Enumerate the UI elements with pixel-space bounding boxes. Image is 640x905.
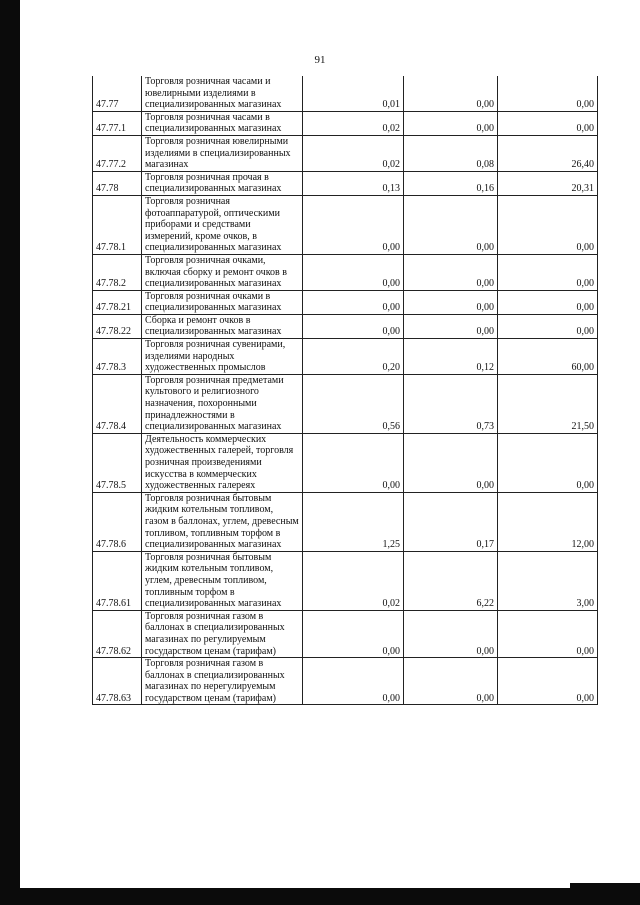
row-code: 47.78.6: [93, 492, 142, 551]
table-row: [93, 76, 598, 111]
row-value-1: 0,00: [303, 610, 404, 657]
row-code: 47.77.1: [93, 111, 142, 135]
row-value-1: 0,02: [303, 111, 404, 135]
row-description: Торговля розничная очками в специализированных магазинах: [142, 290, 303, 314]
row-description: Торговля розничная предметами культового и религиозного назначения, похоронными принадлежностями в специализированных магазинах: [142, 374, 303, 433]
activity-table: [92, 76, 598, 705]
row-value-3: 12,00: [498, 492, 598, 551]
row-value-3: 0,00: [498, 76, 598, 111]
row-value-3: 0,00: [498, 433, 598, 492]
row-value-1: 0,00: [303, 314, 404, 338]
row-value-3: 0,00: [498, 290, 598, 314]
table-row: [93, 195, 598, 254]
row-value-3: 3,00: [498, 551, 598, 610]
table-row: [93, 339, 598, 375]
row-value-3: 0,00: [498, 254, 598, 290]
row-code: 47.78.62: [93, 610, 142, 657]
row-description: Торговля розничная ювелирными изделиями в специализированных магазинах: [142, 135, 303, 171]
row-value-1: 0,00: [303, 290, 404, 314]
table-row: [93, 658, 598, 705]
row-code: 47.78.22: [93, 314, 142, 338]
row-value-3: 0,00: [498, 610, 598, 657]
row-value-1: 0,13: [303, 171, 404, 195]
row-value-1: 0,56: [303, 374, 404, 433]
row-value-2: 0,08: [404, 135, 498, 171]
table-row: [93, 610, 598, 657]
table-row: [93, 314, 598, 338]
row-code: 47.77.2: [93, 135, 142, 171]
table-row: [93, 135, 598, 171]
row-description: Торговля розничная газом в баллонах в специализированных магазинах по регулируемым государством ценам (тарифам): [142, 610, 303, 657]
row-description: Торговля розничная фотоаппаратурой, оптическими приборами и средствами измерений, кроме очков, в специализированных магазинах: [142, 195, 303, 254]
row-description: Торговля розничная часами в специализированных магазинах: [142, 111, 303, 135]
row-value-1: 0,02: [303, 135, 404, 171]
table-row: [93, 171, 598, 195]
row-value-3: 21,50: [498, 374, 598, 433]
row-value-1: 0,00: [303, 195, 404, 254]
row-description: Деятельность коммерческих художественных галерей, торговля розничная произведениями искусства в коммерческих художественных галереях: [142, 433, 303, 492]
row-description: Сборка и ремонт очков в специализированных магазинах: [142, 314, 303, 338]
row-value-3: 0,00: [498, 658, 598, 705]
row-description: Торговля розничная очками, включая сборку и ремонт очков в специализированных магазинах: [142, 254, 303, 290]
row-value-1: 0,20: [303, 339, 404, 375]
row-description: Торговля розничная прочая в специализированных магазинах: [142, 171, 303, 195]
row-value-2: 0,00: [404, 254, 498, 290]
table-row: [93, 254, 598, 290]
row-description: Торговля розничная часами и ювелирными изделиями в специализированных магазинах: [142, 76, 303, 111]
row-code: 47.78.61: [93, 551, 142, 610]
row-value-2: 0,12: [404, 339, 498, 375]
row-value-2: 0,17: [404, 492, 498, 551]
table-row: [93, 111, 598, 135]
row-value-2: 0,16: [404, 171, 498, 195]
row-value-2: 0,00: [404, 76, 498, 111]
row-code: 47.78.1: [93, 195, 142, 254]
row-code: 47.77: [93, 76, 142, 111]
row-code: 47.78.63: [93, 658, 142, 705]
row-value-3: 0,00: [498, 111, 598, 135]
row-value-2: 0,00: [404, 658, 498, 705]
row-code: 47.78.2: [93, 254, 142, 290]
row-value-2: 0,00: [404, 610, 498, 657]
row-value-3: 26,40: [498, 135, 598, 171]
row-value-3: 60,00: [498, 339, 598, 375]
table-row: [93, 374, 598, 433]
row-value-2: 0,00: [404, 195, 498, 254]
row-value-3: 0,00: [498, 314, 598, 338]
row-value-1: 1,25: [303, 492, 404, 551]
row-description: Торговля розничная газом в баллонах в специализированных магазинах по нерегулируемым государством ценам (тарифам): [142, 658, 303, 705]
table-row: [93, 551, 598, 610]
table-row: [93, 433, 598, 492]
row-value-2: 6,22: [404, 551, 498, 610]
row-description: Торговля розничная сувенирами, изделиями народных художественных промыслов: [142, 339, 303, 375]
row-value-2: 0,00: [404, 314, 498, 338]
row-description: Торговля розничная бытовым жидким котельным топливом, углем, древесным топливом, топливным торфом в специализированных магазинах: [142, 551, 303, 610]
row-value-2: 0,00: [404, 290, 498, 314]
row-value-3: 20,31: [498, 171, 598, 195]
row-code: 47.78.3: [93, 339, 142, 375]
row-value-1: 0,00: [303, 433, 404, 492]
page-number: 91: [314, 54, 326, 66]
row-description: Торговля розничная бытовым жидким котельным топливом, газом в баллонах, углем, древесным топливом, топливным торфом в специализированных магазинах: [142, 492, 303, 551]
table-body: [93, 76, 598, 705]
table-row: [93, 492, 598, 551]
scan-edge-bottom-right: [570, 883, 640, 905]
row-value-1: 0,01: [303, 76, 404, 111]
row-code: 47.78.4: [93, 374, 142, 433]
row-code: 47.78: [93, 171, 142, 195]
row-value-1: 0,00: [303, 254, 404, 290]
row-value-2: 0,00: [404, 111, 498, 135]
scan-edge-bottom: [0, 888, 640, 905]
table-row: [93, 290, 598, 314]
scan-edge-left: [0, 0, 20, 905]
row-value-2: 0,00: [404, 433, 498, 492]
row-code: 47.78.21: [93, 290, 142, 314]
row-value-3: 0,00: [498, 195, 598, 254]
row-value-1: 0,00: [303, 658, 404, 705]
row-value-1: 0,02: [303, 551, 404, 610]
row-value-2: 0,73: [404, 374, 498, 433]
row-code: 47.78.5: [93, 433, 142, 492]
